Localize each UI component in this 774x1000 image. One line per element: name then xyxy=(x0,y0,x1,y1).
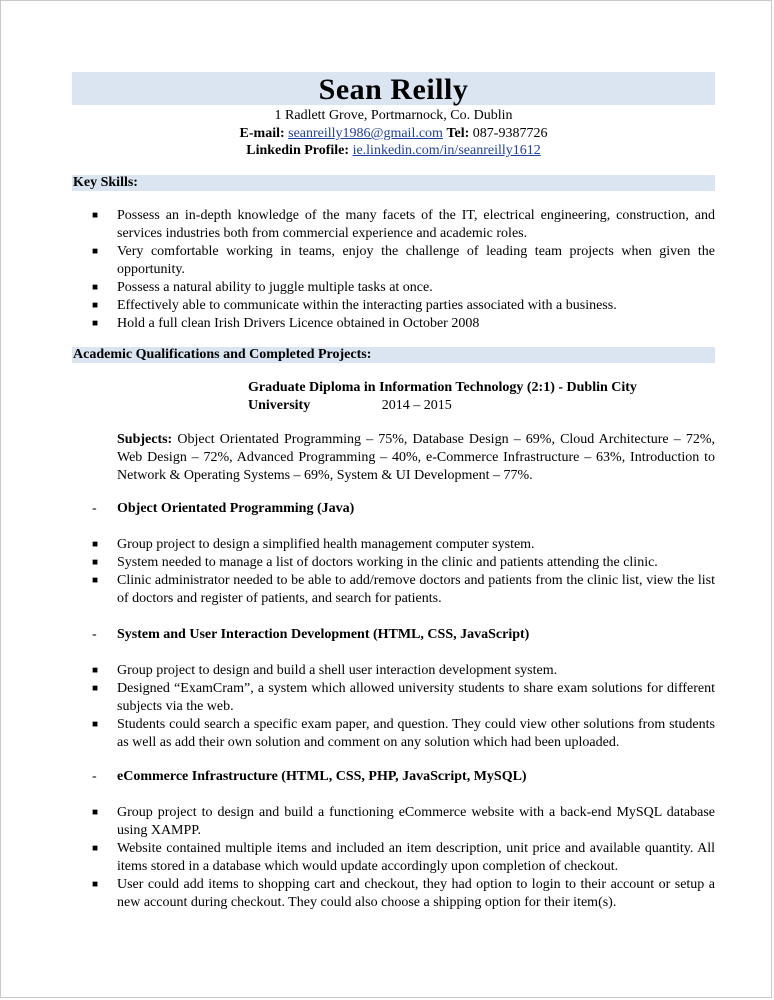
key-skills-list xyxy=(92,207,715,333)
degree-title: Graduate Diploma in Information Technology (2:1) - Dublin City xyxy=(248,380,637,395)
degree-block xyxy=(248,379,715,415)
list-item: ■ Possess an in-depth knowledge of the many facets of the IT, electrical engineering, construction, and services industries both from commercial experience and academic roles. xyxy=(92,208,715,241)
bullet-icon: ■ xyxy=(92,300,99,311)
linkedin-label: Linkedin Profile: xyxy=(246,143,350,158)
bullet-icon: ■ xyxy=(92,719,99,730)
list-item: ■ Group project to design and build a shell user interaction development system. xyxy=(92,663,558,678)
bullet-icon: ■ xyxy=(92,807,99,818)
bullet-icon: ■ xyxy=(92,683,99,694)
bullet-icon: ■ xyxy=(92,879,99,890)
tel-label: Tel: xyxy=(446,126,470,141)
bullet-icon: ■ xyxy=(92,318,99,329)
bullet-icon: ■ xyxy=(92,246,99,257)
subjects-label: Subjects: xyxy=(117,432,173,447)
list-item: ■ Very comfortable working in teams, enjoy the challenge of leading team projects when given the opportunity. xyxy=(92,244,715,277)
linkedin-link[interactable]: ie.linkedin.com/in/seanreilly1612 xyxy=(352,143,541,158)
linkedin-line xyxy=(72,142,715,159)
tel-value: 087-9387726 xyxy=(472,126,548,141)
degree-university: University xyxy=(248,398,311,413)
degree-line-2 xyxy=(248,397,715,415)
list-item: ■ Hold a full clean Irish Drivers Licence obtained in October 2008 xyxy=(92,316,480,331)
bullet-icon: ■ xyxy=(92,282,99,293)
list-item: ■ Effectively able to communicate within the interacting parties associated with a business. xyxy=(92,298,617,313)
list-item: ■ Website contained multiple items and included an item description, unit price and available quantity. All items stored in a database which would update accordingly upon completion of checkout. xyxy=(92,841,715,874)
list-item: ■ Possess a natural ability to juggle multiple tasks at once. xyxy=(92,280,433,295)
project-title: - System and User Interaction Development (HTML, CSS, JavaScript) xyxy=(92,627,530,642)
project-1-list xyxy=(92,536,715,608)
bullet-icon: ■ xyxy=(92,557,99,568)
academic-heading: Academic Qualifications and Completed Projects: xyxy=(72,347,715,363)
degree-years: 2014 – 2015 xyxy=(381,398,452,413)
project-2-list xyxy=(92,662,715,752)
bullet-icon: ■ xyxy=(92,539,99,550)
list-item: ■ User could add items to shopping cart and checkout, they had option to login to their account or setup a new account during checkout. They could also choose a shipping option for their item(s). xyxy=(92,877,715,910)
subjects-paragraph xyxy=(117,431,715,485)
list-item: ■ Group project to design and build a functioning eCommerce website with a back-end MySQL database using XAMPP. xyxy=(92,805,715,838)
candidate-name: Sean Reilly xyxy=(318,73,469,106)
list-item: ■ Designed “ExamCram”, a system which allowed university students to share exam solutions for different subjects via the web. xyxy=(92,681,715,714)
address: 1 Radlett Grove, Portmarnock, Co. Dublin xyxy=(274,108,513,123)
project-title: - eCommerce Infrastructure (HTML, CSS, PHP, JavaScript, MySQL) xyxy=(92,769,527,784)
email-label: E-mail: xyxy=(239,126,285,141)
bullet-icon: ■ xyxy=(92,575,99,586)
list-item: ■ Clinic administrator needed to be able to add/remove doctors and patients from the clinic list, view the list of doctors and register of patients, and search for patients. xyxy=(92,573,715,606)
subjects-text: Object Orientated Programming – 75%, Database Design – 69%, Cloud Architecture – 72%, Web Design – 72%, Advanced Programming – 40%, e-Commerce Infrastructure – 63%, Introduction to Network & Operating Systems – 69%, System & UI Development – 77%. xyxy=(117,432,716,483)
project-3-list xyxy=(92,804,715,912)
email-tel-line xyxy=(72,125,715,142)
bullet-icon: ■ xyxy=(92,665,99,676)
list-item: ■ Students could search a specific exam paper, and question. They could view other solutions from students as well as add their own solution and comment on any solution which had been uploaded. xyxy=(92,717,715,750)
list-item: ■ System needed to manage a list of doctors working in the clinic and patients attending the clinic. xyxy=(92,555,658,570)
bullet-icon: ■ xyxy=(92,210,99,221)
key-skills-heading: Key Skills: xyxy=(72,175,715,191)
email-link[interactable]: seanreilly1986@gmail.com xyxy=(288,126,443,141)
project-title: - Object Orientated Programming (Java) xyxy=(92,501,355,516)
list-item: ■ Group project to design a simplified health management computer system. xyxy=(92,537,535,552)
bullet-icon: ■ xyxy=(92,843,99,854)
